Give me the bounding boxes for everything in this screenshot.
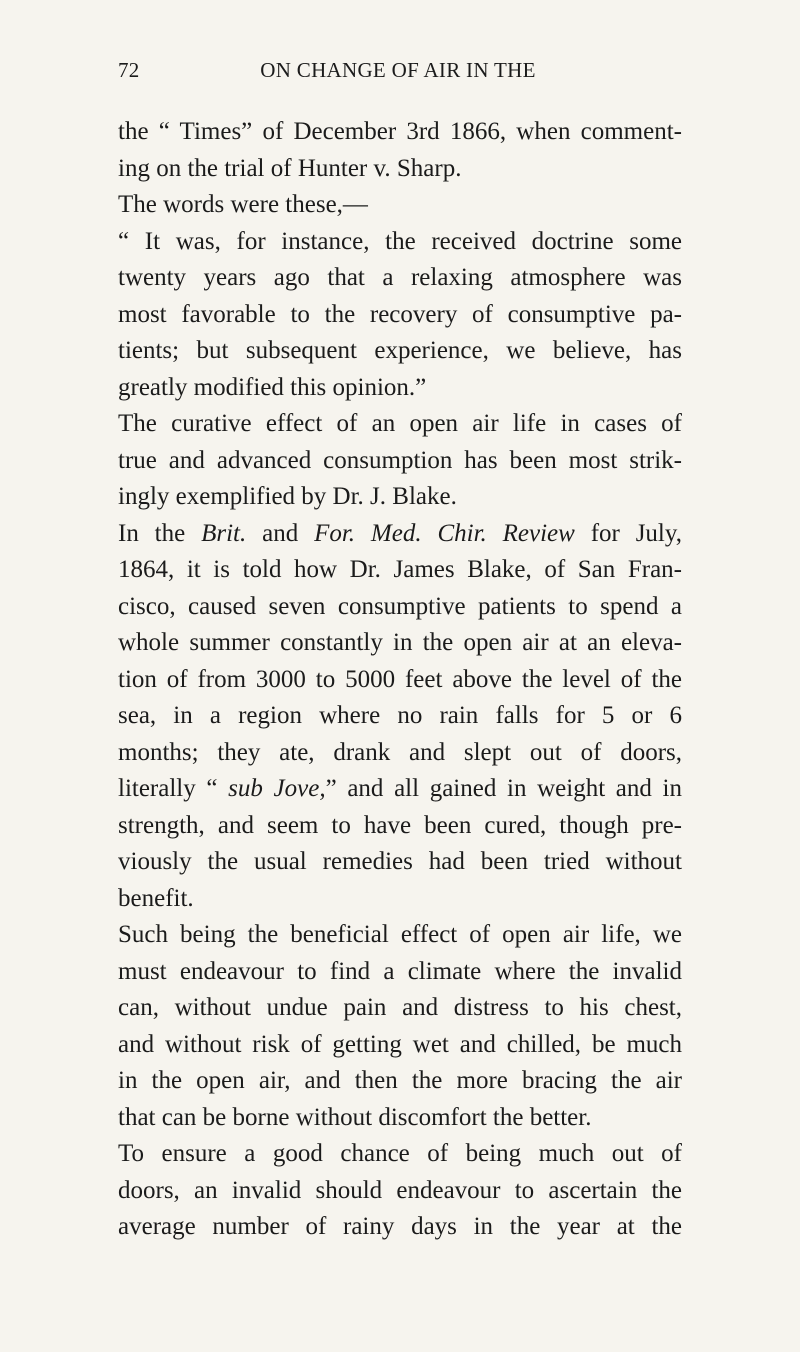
text-line: tients; but subsequent experience, we believe, has [118,337,682,364]
text-line: benefit. [118,884,194,912]
text-line: “ It was, for instance, the received doctrine some [118,227,682,255]
text-line: viously the usual remedies had been tried without [118,848,682,875]
text-line: must endeavour to find a climate where the invalid [118,957,682,985]
text-line: literally “ sub Jove,” and all gained in weight and in [118,775,682,802]
text-line: tion of from 3000 to 5000 feet above the level of the [118,665,682,693]
running-title: ON CHANGE OF AIR IN THE [260,58,536,82]
text-line: can, without undue pain and distress to his chest, [118,994,682,1021]
text-line-italic-titles [118,516,682,553]
text-line: twenty years ago that a relaxing atmosphere was [118,264,682,291]
text-line: sea, in a region where no rain falls for 5 or 6 [118,702,682,729]
text-line: ingly exemplified by Dr. J. Blake. [118,483,457,510]
text-line: cisco, caused seven consumptive patients to spend a [118,592,682,620]
text-line: Such being the beneficial effect of open air life, we [118,921,682,948]
text-line: greatly modified this opinion.” [118,373,427,401]
text-line: most favorable to the recovery of consumptive pa- [118,300,682,328]
text-line: The curative effect of an open air life in cases of [118,410,682,437]
text-line: ing on the trial of Hunter v. Sharp. [118,154,462,182]
text-line: doors, an invalid should endeavour to ascertain the [118,1176,682,1204]
text-line: To ensure a good chance of being much out of [118,1140,682,1167]
text-line: the “ Times” of December 3rd 1866, when comment- [118,118,682,145]
text-line: and without risk of getting wet and chilled, be much [118,1030,682,1058]
text-line: strength, and seem to have been cured, though pre- [118,811,682,839]
text-line: that can be borne without discomfort the better. [118,1103,592,1131]
journal-citation: In the Brit. and For. Med. Chir. Review for July, [118,519,682,547]
text-line: 1864, it is told how Dr. James Blake, of San Fran- [118,556,682,583]
body-text [118,114,682,1246]
text-line: months; they ate, drank and slept out of doors, [118,738,682,766]
text-line: whole summer constantly in the open air at an eleva- [118,629,682,656]
text-line: in the open air, and then the more bracing the air [118,1067,682,1094]
text-line: true and advanced consumption has been most strik- [118,446,682,474]
running-head [118,58,678,88]
page-number: 72 [118,58,140,82]
text-line: average number of rainy days in the year at the [118,1213,682,1240]
text-line: The words were these,— [118,191,368,218]
